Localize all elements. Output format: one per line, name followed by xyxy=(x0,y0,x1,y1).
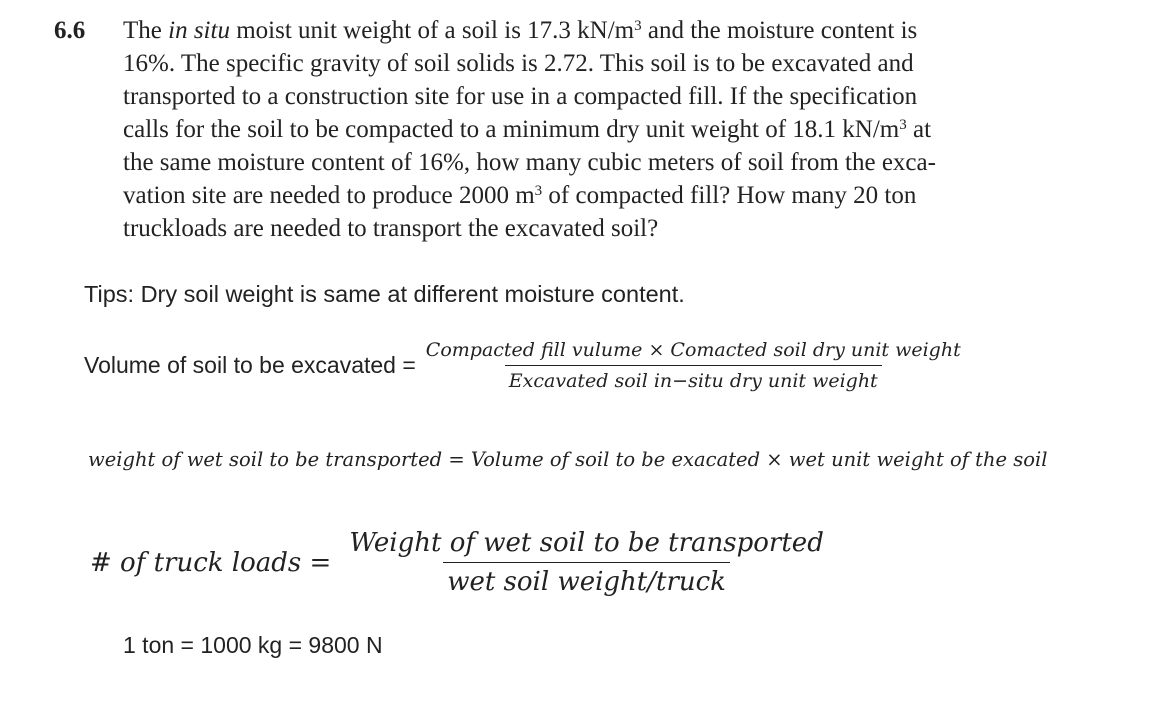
problem-line xyxy=(123,179,1054,212)
truckloads-equation-lhs: # of truck loads = xyxy=(90,547,332,578)
problem-text xyxy=(123,14,1054,245)
weight-equation: weight of wet soil to be transported = Volume of soil to be exacated × wet unit weight of the soil xyxy=(88,448,1048,471)
volume-fraction xyxy=(422,339,965,392)
problem-text-run: 16%. The specific gravity of soil solids is 2.72. This soil is to be excavated and xyxy=(123,50,914,77)
problem-text-run: 3 xyxy=(634,17,642,34)
problem-text-run: calls for the soil to be compacted to a minimum dry unit weight of 18.1 kN/m xyxy=(123,116,900,143)
problem-text-run: 3 xyxy=(899,116,907,133)
tips-text: Tips: Dry soil weight is same at different moisture content. xyxy=(84,281,685,307)
problem-number: 6.6 xyxy=(54,17,86,44)
problem-line xyxy=(123,113,1054,146)
problem-text-run: vation site are needed to produce 2000 m xyxy=(123,182,535,209)
problem-statement xyxy=(54,14,1054,245)
problem-line xyxy=(123,146,1054,179)
problem-text-run: transported to a construction site for use in a compacted fill. If the specification xyxy=(123,83,918,110)
problem-text-run: at xyxy=(906,116,932,143)
problem-line xyxy=(123,47,1054,80)
problem-text-run: in situ xyxy=(168,17,230,44)
volume-numerator: Compacted fill vulume × Comacted soil dry unit weight xyxy=(425,339,961,361)
volume-equation-lhs: Volume of soil to be excavated = xyxy=(84,352,416,378)
problem-text-run: truckloads are needed to transport the excavated soil? xyxy=(123,215,659,242)
problem-text-run: The xyxy=(123,17,169,44)
problem-line xyxy=(123,212,1054,245)
volume-equation xyxy=(84,339,965,392)
problem-line xyxy=(123,14,1054,47)
volume-denominator: Excavated soil in−situ dry unit weight xyxy=(505,365,882,392)
problem-text-run: the same moisture content of 16%, how many cubic meters of soil from the exca- xyxy=(123,149,936,176)
problem-line xyxy=(123,80,1054,113)
problem-text-run: of compacted fill? How many 20 ton xyxy=(542,182,917,209)
problem-text-run: moist unit weight of a soil is 17.3 kN/m xyxy=(229,17,635,44)
truckloads-fraction xyxy=(345,528,828,597)
truckloads-equation xyxy=(90,528,828,597)
problem-text-run: and the moisture content is xyxy=(641,17,918,44)
truckloads-numerator: Weight of wet soil to be transported xyxy=(349,528,824,558)
truckloads-denominator: wet soil weight/truck xyxy=(443,562,730,597)
unit-conversion: 1 ton = 1000 kg = 9800 N xyxy=(123,632,383,658)
problem-text-run: 3 xyxy=(534,182,543,199)
